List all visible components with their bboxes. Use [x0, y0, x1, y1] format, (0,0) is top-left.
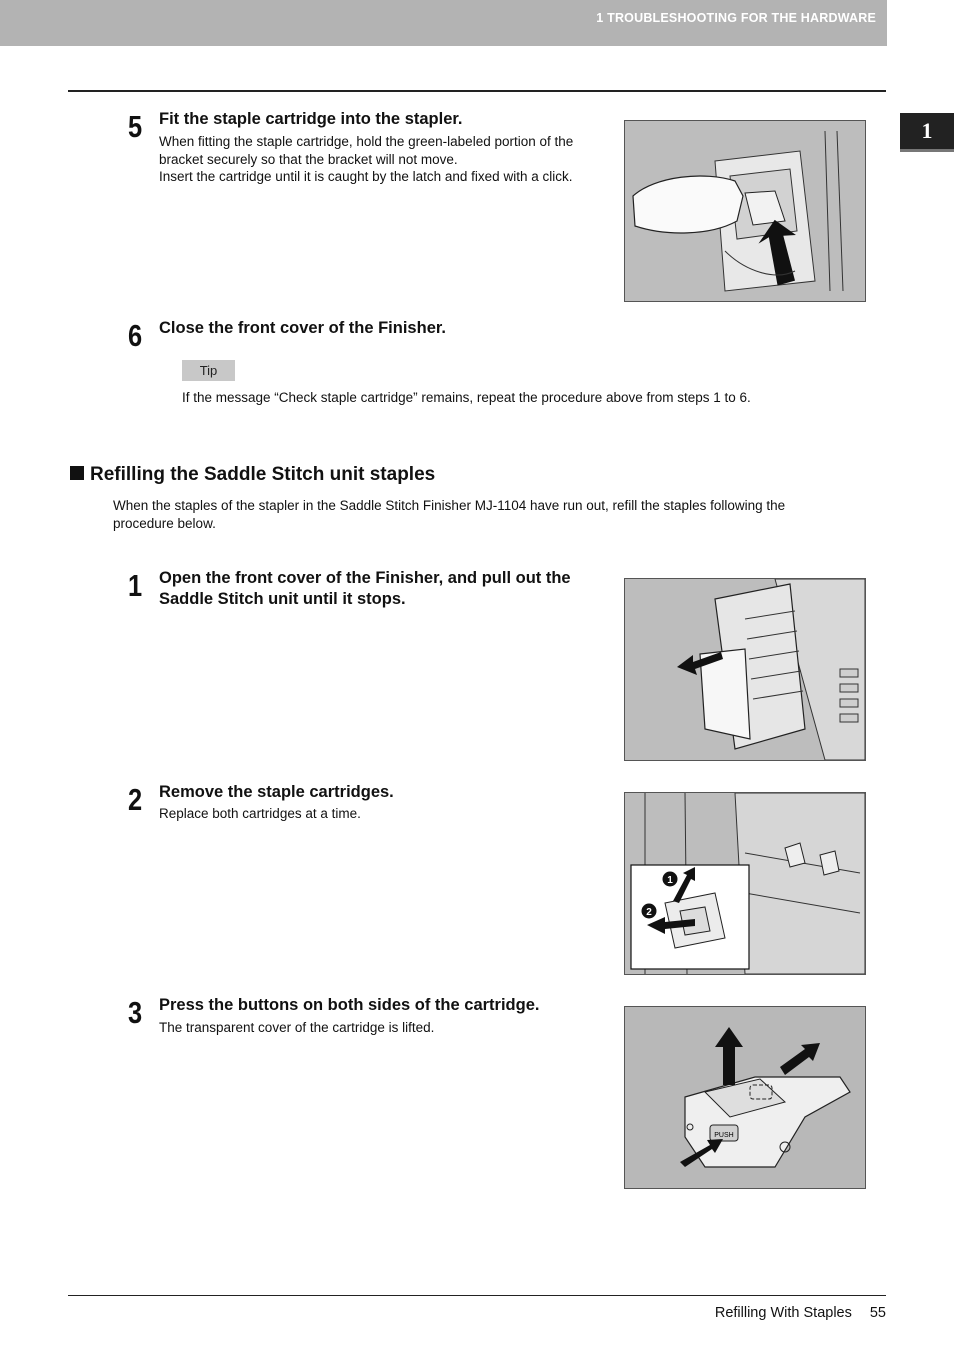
- callout-2: 2: [646, 907, 652, 918]
- section-step-number-2: 2: [128, 782, 143, 817]
- press-cartridge-buttons-illustration: [625, 1007, 865, 1188]
- section-step-3-title: Press the buttons on both sides of the cartridge.: [159, 996, 540, 1014]
- step-5-body-line-3: Insert the cartridge until it is caught by the latch and fixed with a click.: [159, 169, 573, 184]
- tip-badge: Tip: [182, 360, 235, 381]
- callout-1: 1: [667, 875, 673, 886]
- push-label: PUSH: [714, 1132, 734, 1139]
- section-title-text: Refilling the Saddle Stitch unit staples: [90, 464, 436, 485]
- step-5-body-line-1: When fitting the staple cartridge, hold the green-labeled portion of the: [159, 134, 574, 149]
- top-rule: [68, 90, 886, 92]
- chapter-tab-underline: [900, 149, 954, 152]
- section-step-2-title: Remove the staple cartridges.: [159, 783, 394, 801]
- step-5-figure: [624, 120, 866, 302]
- section-step-3-body: The transparent cover of the cartridge is lifted.: [159, 1020, 435, 1035]
- section-step-2-figure: [624, 792, 866, 975]
- page-number: 55: [869, 1305, 886, 1321]
- section-bullet-icon: [70, 466, 84, 480]
- step-5-title: Fit the staple cartridge into the stapler.: [159, 110, 463, 128]
- section-step-3-figure: [624, 1006, 866, 1189]
- section-step-1-title-line-1: Open the front cover of the Finisher, and pull out the: [159, 569, 571, 587]
- section-step-1-figure: [624, 578, 866, 761]
- step-5-body-line-2: bracket securely so that the bracket will not move.: [159, 151, 458, 167]
- step-number-6: 6: [128, 318, 143, 353]
- finisher-pull-out-illustration: [625, 579, 865, 760]
- section-step-1-title: [159, 568, 571, 610]
- section-intro: When the staples of the stapler in the Saddle Stitch Finisher MJ-1104 have run out, refill the staples following the procedure below.: [113, 498, 786, 531]
- header-bar: [0, 0, 887, 46]
- stapler-cartridge-illustration: [625, 121, 865, 301]
- step-6-title: Close the front cover of the Finisher.: [159, 319, 446, 337]
- footer-section: Refilling With Staples: [714, 1305, 852, 1321]
- chapter-tab[interactable]: 1: [900, 113, 954, 149]
- footer: [715, 1305, 886, 1321]
- section-step-1-title-line-2: Saddle Stitch unit until it stops.: [159, 590, 406, 608]
- bottom-rule: [68, 1295, 886, 1296]
- header-title: 1 TROUBLESHOOTING FOR THE HARDWARE: [596, 11, 876, 25]
- section-step-2-body: Replace both cartridges at a time.: [159, 806, 361, 821]
- section-step-number-3: 3: [128, 995, 143, 1030]
- step-5-body: [159, 133, 614, 186]
- remove-cartridges-illustration: [625, 793, 865, 974]
- tip-text: If the message “Check staple cartridge” remains, repeat the procedure above from steps 1 to 6.: [182, 390, 751, 405]
- step-number-5: 5: [128, 109, 143, 144]
- section-title: [70, 464, 435, 486]
- section-step-number-1: 1: [128, 568, 143, 603]
